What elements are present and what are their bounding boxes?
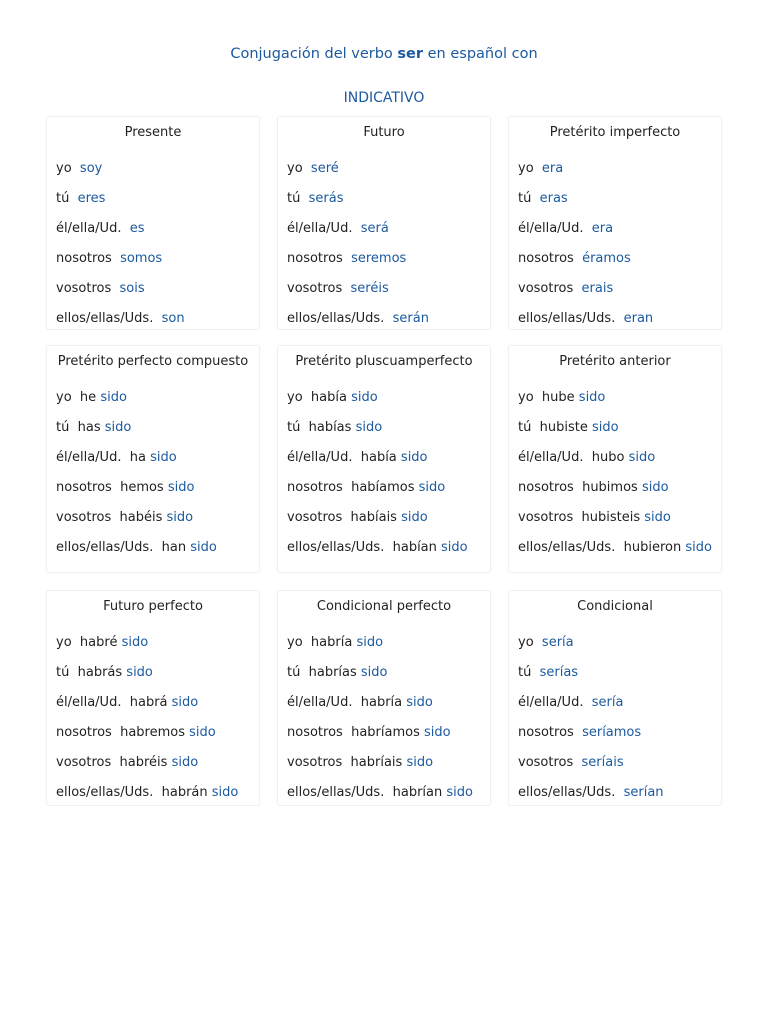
conjugation-row xyxy=(47,191,259,207)
conjugation-row xyxy=(47,251,259,267)
conjugation-row xyxy=(278,755,490,771)
verb-form: sido xyxy=(355,420,383,435)
auxiliary-verb: habría xyxy=(310,635,353,650)
conjugation-row xyxy=(509,390,721,406)
verb-form: sido xyxy=(685,540,712,555)
conjugation-row xyxy=(47,221,259,237)
verb-form: sido xyxy=(441,540,468,555)
pronoun: él/ella/Ud. xyxy=(518,450,584,465)
conjugation-row xyxy=(47,420,259,436)
verb-form: sido xyxy=(406,695,433,710)
verb-form: seré xyxy=(310,161,339,176)
section-heading: INDICATIVO xyxy=(343,90,425,106)
conjugation-row xyxy=(278,450,490,466)
pronoun: tú xyxy=(518,191,532,206)
pronoun: yo xyxy=(287,635,303,650)
conjugation-row xyxy=(278,725,490,741)
verb-form: serías xyxy=(539,665,579,680)
verb-form: soy xyxy=(79,161,103,176)
conjugation-row xyxy=(47,510,259,526)
verb-form: era xyxy=(591,221,614,236)
tense-card xyxy=(46,116,260,330)
pronoun: ellos/ellas/Uds. xyxy=(518,785,616,800)
conjugation-row xyxy=(509,510,721,526)
conjugation-row xyxy=(509,161,721,177)
verb-form: sido xyxy=(641,480,669,495)
auxiliary-verb: habrá xyxy=(129,695,168,710)
conjugation-row xyxy=(278,251,490,267)
verb-form: son xyxy=(161,311,185,326)
auxiliary-verb: habré xyxy=(79,635,118,650)
pronoun: vosotros xyxy=(518,510,574,525)
pronoun: él/ella/Ud. xyxy=(56,695,122,710)
pronoun: yo xyxy=(287,390,303,405)
conjugation-row xyxy=(47,695,259,711)
conjugation-row xyxy=(278,420,490,436)
verb-form: sido xyxy=(351,390,378,405)
pronoun: vosotros xyxy=(56,281,112,296)
pronoun: tú xyxy=(518,420,532,435)
verb-form: será xyxy=(360,221,389,236)
pronoun: nosotros xyxy=(287,480,343,495)
pronoun: nosotros xyxy=(518,251,574,266)
verb-form: eras xyxy=(539,191,568,206)
pronoun: vosotros xyxy=(518,281,574,296)
verb-form: era xyxy=(541,161,564,176)
conjugation-row xyxy=(278,635,490,651)
auxiliary-verb: has xyxy=(77,420,101,435)
pronoun: yo xyxy=(287,161,303,176)
conjugation-row xyxy=(278,785,490,801)
pronoun: nosotros xyxy=(56,725,112,740)
auxiliary-verb: he xyxy=(79,390,97,405)
pronoun: él/ella/Ud. xyxy=(56,221,122,236)
pronoun: nosotros xyxy=(56,251,112,266)
conjugation-row xyxy=(509,191,721,207)
conjugation-row xyxy=(278,510,490,526)
pronoun: vosotros xyxy=(518,755,574,770)
conjugation-row xyxy=(47,665,259,681)
verb-form: sido xyxy=(104,420,132,435)
pronoun: vosotros xyxy=(56,755,112,770)
verb-form: seríamos xyxy=(582,725,642,740)
pronoun: yo xyxy=(518,161,534,176)
auxiliary-verb: habría xyxy=(360,695,403,710)
pronoun: nosotros xyxy=(518,480,574,495)
pronoun: él/ella/Ud. xyxy=(287,450,353,465)
pronoun: yo xyxy=(56,390,72,405)
conjugation-row xyxy=(47,161,259,177)
auxiliary-verb: habíais xyxy=(350,510,397,525)
pronoun: él/ella/Ud. xyxy=(518,221,584,236)
auxiliary-verb: habréis xyxy=(119,755,168,770)
tense-card xyxy=(277,345,491,573)
verb-form: sido xyxy=(578,390,606,405)
conjugation-row xyxy=(278,695,490,711)
pronoun: yo xyxy=(518,390,534,405)
conjugation-row xyxy=(47,785,259,801)
pronoun: nosotros xyxy=(56,480,112,495)
pronoun: tú xyxy=(56,665,70,680)
tense-name: Condicional perfecto xyxy=(316,599,452,614)
verb-form: erais xyxy=(581,281,614,296)
conjugation-row xyxy=(509,695,721,711)
page-title xyxy=(0,46,768,62)
conjugation-row xyxy=(278,311,490,327)
verb-form: somos xyxy=(120,251,163,266)
conjugation-row xyxy=(47,755,259,771)
conjugation-row xyxy=(509,311,721,327)
verb-form: sería xyxy=(541,635,574,650)
conjugation-row xyxy=(278,191,490,207)
verb-form: sido xyxy=(418,480,446,495)
verb-form: sido xyxy=(356,635,384,650)
pronoun: tú xyxy=(56,191,70,206)
pronoun: nosotros xyxy=(518,725,574,740)
title-suffix: en español con xyxy=(427,46,538,62)
conjugation-row xyxy=(47,281,259,297)
tense-name: Condicional xyxy=(577,599,653,614)
auxiliary-verb: ha xyxy=(129,450,146,465)
verb-form: sido xyxy=(150,450,177,465)
conjugation-row xyxy=(278,665,490,681)
conjugation-row xyxy=(509,540,721,556)
pronoun: tú xyxy=(518,665,532,680)
pronoun: ellos/ellas/Uds. xyxy=(56,785,154,800)
verb-form: seríais xyxy=(581,755,624,770)
verb-form: es xyxy=(129,221,145,236)
pronoun: vosotros xyxy=(287,755,343,770)
auxiliary-verb: hubiste xyxy=(539,420,588,435)
conjugation-row xyxy=(509,420,721,436)
tense-name: Presente xyxy=(124,125,182,140)
auxiliary-verb: habrán xyxy=(161,785,208,800)
conjugation-row xyxy=(509,635,721,651)
auxiliary-verb: habías xyxy=(308,420,352,435)
verb-form: sido xyxy=(167,480,195,495)
conjugation-row xyxy=(509,450,721,466)
verb-form: seréis xyxy=(350,281,389,296)
conjugation-row xyxy=(278,480,490,496)
conjugation-row xyxy=(278,281,490,297)
conjugation-row xyxy=(278,221,490,237)
tense-card xyxy=(46,590,260,806)
pronoun: nosotros xyxy=(287,725,343,740)
verb-form: eran xyxy=(623,311,654,326)
conjugation-row xyxy=(47,725,259,741)
verb-form: seremos xyxy=(351,251,407,266)
pronoun: nosotros xyxy=(287,251,343,266)
verb-form: sido xyxy=(166,510,194,525)
conjugation-row xyxy=(509,665,721,681)
conjugation-row xyxy=(278,540,490,556)
conjugation-row xyxy=(47,480,259,496)
conjugation-row xyxy=(509,251,721,267)
auxiliary-verb: habrían xyxy=(392,785,443,800)
verb-form: sido xyxy=(424,725,451,740)
tense-name: Futuro perfecto xyxy=(103,599,203,614)
tense-name: Pretérito perfecto compuesto xyxy=(57,354,249,369)
pronoun: yo xyxy=(518,635,534,650)
pronoun: tú xyxy=(287,191,301,206)
title-verb: ser xyxy=(397,46,424,62)
verb-form: sido xyxy=(591,420,619,435)
conjugation-row xyxy=(47,540,259,556)
verb-form: sido xyxy=(360,665,388,680)
tense-card xyxy=(277,116,491,330)
auxiliary-verb: hubo xyxy=(591,450,625,465)
verb-form: sido xyxy=(406,755,434,770)
verb-form: éramos xyxy=(582,251,631,266)
verb-form: sido xyxy=(171,755,199,770)
verb-form: sido xyxy=(644,510,671,525)
pronoun: ellos/ellas/Uds. xyxy=(287,540,385,555)
title-prefix: Conjugación del verbo xyxy=(230,46,393,62)
verb-form: serían xyxy=(623,785,664,800)
verb-form: serás xyxy=(308,191,344,206)
pronoun: vosotros xyxy=(287,281,343,296)
auxiliary-verb: habían xyxy=(392,540,437,555)
tense-card xyxy=(508,590,722,806)
verb-form: sido xyxy=(446,785,473,800)
pronoun: él/ella/Ud. xyxy=(287,695,353,710)
verb-form: eres xyxy=(77,191,106,206)
auxiliary-verb: hemos xyxy=(120,480,164,495)
auxiliary-verb: hubieron xyxy=(623,540,682,555)
auxiliary-verb: habrías xyxy=(308,665,357,680)
conjugation-row xyxy=(47,450,259,466)
tense-card xyxy=(46,345,260,573)
pronoun: vosotros xyxy=(56,510,112,525)
conjugation-row xyxy=(278,390,490,406)
pronoun: ellos/ellas/Uds. xyxy=(518,540,616,555)
verb-form: sido xyxy=(401,510,428,525)
conjugation-row xyxy=(278,161,490,177)
auxiliary-verb: habríamos xyxy=(351,725,420,740)
auxiliary-verb: habrás xyxy=(77,665,123,680)
conjugation-row xyxy=(509,725,721,741)
conjugation-row xyxy=(509,281,721,297)
verb-form: sido xyxy=(211,785,239,800)
tense-name: Futuro xyxy=(363,125,405,140)
verb-form: sido xyxy=(126,665,153,680)
conjugation-row xyxy=(47,390,259,406)
pronoun: él/ella/Ud. xyxy=(518,695,584,710)
pronoun: ellos/ellas/Uds. xyxy=(287,311,385,326)
verb-form: sido xyxy=(121,635,149,650)
auxiliary-verb: habremos xyxy=(120,725,185,740)
verb-form: sois xyxy=(119,281,145,296)
conjugation-row xyxy=(47,311,259,327)
conjugation-row xyxy=(47,635,259,651)
pronoun: yo xyxy=(56,161,72,176)
pronoun: tú xyxy=(287,665,301,680)
conjugation-row xyxy=(509,785,721,801)
tense-name: Pretérito imperfecto xyxy=(549,125,681,140)
pronoun: ellos/ellas/Uds. xyxy=(56,540,154,555)
auxiliary-verb: habéis xyxy=(119,510,163,525)
auxiliary-verb: habríais xyxy=(350,755,403,770)
auxiliary-verb: hubimos xyxy=(582,480,638,495)
verb-form: sido xyxy=(628,450,656,465)
pronoun: él/ella/Ud. xyxy=(287,221,353,236)
verb-form: serán xyxy=(392,311,429,326)
auxiliary-verb: había xyxy=(360,450,397,465)
auxiliary-verb: hubisteis xyxy=(581,510,641,525)
auxiliary-verb: habíamos xyxy=(351,480,415,495)
verb-form: sido xyxy=(100,390,127,405)
pronoun: él/ella/Ud. xyxy=(56,450,122,465)
tense-card xyxy=(277,590,491,806)
auxiliary-verb: hube xyxy=(541,390,575,405)
verb-form: sido xyxy=(189,725,216,740)
auxiliary-verb: han xyxy=(161,540,187,555)
pronoun: vosotros xyxy=(287,510,343,525)
pronoun: yo xyxy=(56,635,72,650)
conjugation-row xyxy=(509,755,721,771)
pronoun: ellos/ellas/Uds. xyxy=(518,311,616,326)
conjugation-row xyxy=(509,480,721,496)
verb-form: sido xyxy=(190,540,217,555)
auxiliary-verb: había xyxy=(310,390,347,405)
verb-form: sido xyxy=(400,450,428,465)
pronoun: ellos/ellas/Uds. xyxy=(287,785,385,800)
tense-card xyxy=(508,116,722,330)
pronoun: ellos/ellas/Uds. xyxy=(56,311,154,326)
tense-card xyxy=(508,345,722,573)
tense-name: Pretérito anterior xyxy=(559,354,671,369)
conjugation-row xyxy=(509,221,721,237)
pronoun: tú xyxy=(287,420,301,435)
tense-name: Pretérito pluscuamperfecto xyxy=(295,354,473,369)
pronoun: tú xyxy=(56,420,70,435)
verb-form: sido xyxy=(171,695,199,710)
verb-form: sería xyxy=(591,695,624,710)
